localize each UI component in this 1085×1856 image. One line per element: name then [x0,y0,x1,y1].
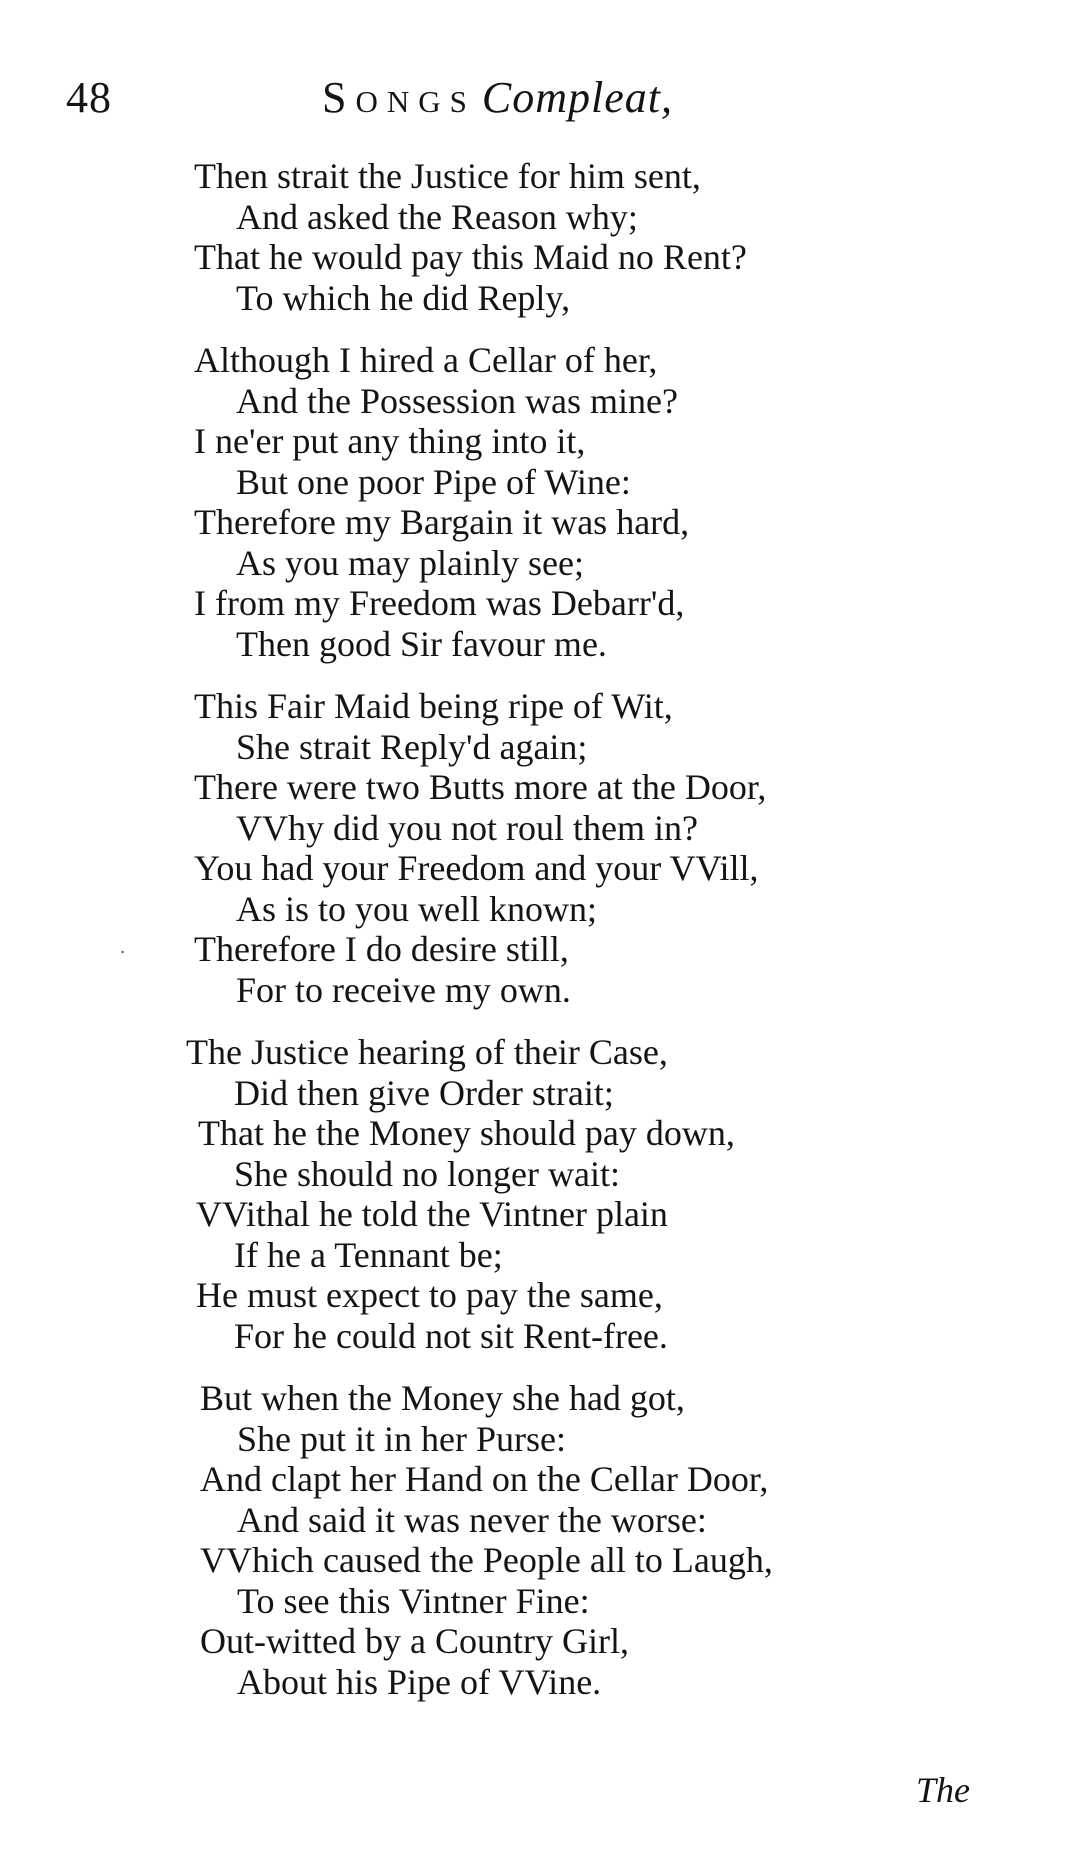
verse-line: That he would pay this Maid no Rent? [194,237,747,277]
verse-line: As you may plainly see; [236,542,584,583]
stanza-1 [194,156,994,318]
verse-line: Did then give Order strait; [234,1072,614,1113]
verse-line: VVhy did you not roul them in? [236,807,698,848]
verse-line: She should no longer wait: [234,1153,620,1194]
verse-line: If he a Tennant be; [234,1234,503,1275]
verse-line: And asked the Reason why; [236,196,638,237]
verse-line: And clapt her Hand on the Cellar Door, [200,1459,769,1499]
running-title [322,68,673,128]
verse-line: She put it in her Purse: [237,1418,566,1459]
verse-line: As is to you well known; [236,888,598,929]
stanza-2 [194,340,994,664]
verse-line: For to receive my own. [236,969,571,1010]
stanza-5 [200,1378,994,1702]
stanza-3 [194,686,994,1010]
running-head [0,68,1085,128]
verse-line: Therefore my Bargain it was hard, [194,502,690,542]
catchword: The [916,1770,970,1810]
stanza-4 [186,1032,994,1356]
page-number: 48 [66,73,112,122]
verse-line: To which he did Reply, [236,277,571,318]
running-title-compleat: Compleat, [481,73,673,122]
verse-line: Therefore I do desire still, [194,929,569,969]
verse-line: Then strait the Justice for him sent, [194,156,701,196]
verse-line: He must expect to pay the same, [196,1275,663,1315]
verse-line: She strait Reply'd again; [236,726,588,767]
verse-line: But when the Money she had got, [200,1378,685,1418]
verse-line: But one poor Pipe of Wine: [236,461,631,502]
verse-line: To see this Vintner Fine: [237,1580,590,1621]
verse-line: There were two Butts more at the Door, [194,767,767,807]
running-title-songs: Songs [322,73,476,122]
verse-line: The Justice hearing of their Case, [186,1032,668,1072]
poem-body [186,156,994,1724]
verse-line: For he could not sit Rent-free. [234,1315,668,1356]
verse-line: I ne'er put any thing into it, [194,421,586,461]
verse-line: You had your Freedom and your VVill, [194,848,759,888]
verse-line: This Fair Maid being ripe of Wit, [194,686,673,726]
ink-speck [121,951,124,953]
verse-line: And the Possession was mine? [236,380,678,421]
verse-line: And said it was never the worse: [237,1499,707,1540]
verse-line: VVhich caused the People all to Laugh, [200,1540,773,1580]
verse-line: Although I hired a Cellar of her, [194,340,658,380]
verse-line: About his Pipe of VVine. [237,1661,602,1702]
verse-line: Out-witted by a Country Girl, [200,1621,629,1661]
verse-line: I from my Freedom was Debarr'd, [194,583,685,623]
verse-line: That he the Money should pay down, [198,1113,735,1153]
verse-line: VVithal he told the Vintner plain [196,1194,668,1234]
verse-line: Then good Sir favour me. [236,623,607,664]
